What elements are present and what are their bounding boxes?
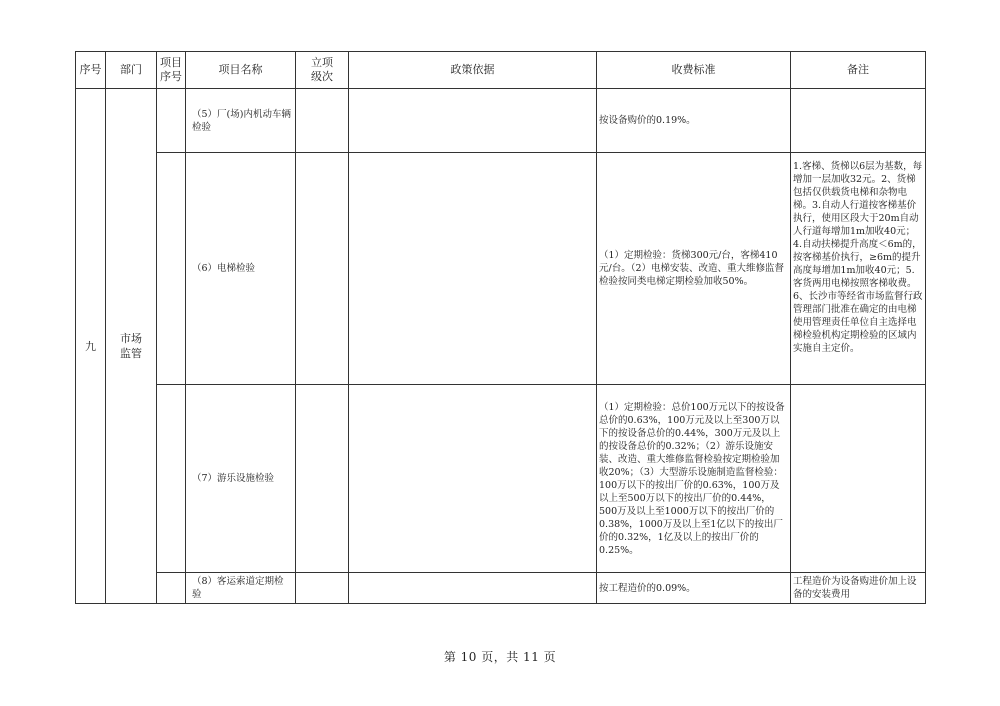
fee-cell: 按工程造价的0.09%。 — [597, 573, 791, 604]
table-row — [76, 153, 926, 385]
group-dept: 市场 监管 — [106, 89, 157, 604]
level-cell — [296, 153, 349, 385]
policy-cell — [349, 385, 597, 573]
level-cell — [296, 573, 349, 604]
fee-standard-table — [75, 51, 926, 604]
policy-cell — [349, 89, 597, 153]
item-no-cell — [157, 385, 186, 573]
item-name-cell: （7）游乐设施检验 — [186, 385, 296, 573]
policy-cell — [349, 153, 597, 385]
table-row — [76, 89, 926, 153]
header-note: 备注 — [791, 52, 926, 89]
note-cell: 工程造价为设备购进价加上设备的安装费用 — [791, 573, 926, 604]
fee-cell: 按设备购价的0.19%。 — [597, 89, 791, 153]
level-cell — [296, 89, 349, 153]
header-row — [76, 52, 926, 89]
item-name-cell: （8）客运索道定期检验 — [186, 573, 296, 604]
header-dept: 部门 — [106, 52, 157, 89]
item-no-cell — [157, 153, 186, 385]
page-number-footer: 第 10 页，共 11 页 — [443, 650, 557, 664]
header-item-no: 项目 序号 — [157, 52, 186, 89]
table-row — [76, 573, 926, 604]
fee-cell: （1）定期检验：货梯300元/台，客梯410元/台。（2）电梯安装、改造、重大维修监督检验按同类电梯定期检验加收50%。 — [597, 153, 791, 385]
group-seq: 九 — [76, 89, 106, 604]
note-text: 1.客梯、货梯以6层为基数，每增加一层加收32元。2、货梯包括仅供载货电梯和杂物电梯。3.自动人行道按客梯基价执行，使用区段大于20m自动人行道每增加1m加收40元；4.自动扶梯提升高度＜6m的，按客梯基价执行，≥6m的提升高度每增加1m加收40元；5.客货两用电梯按照客梯收费。6、长沙市等经省市场监督行政管理部门批准在确定的由电梯使用管理责任单位自主选择电梯检验机构定期检验的区域内实施自主定价。 — [793, 161, 923, 354]
note-cell — [791, 89, 926, 153]
header-item-name: 项目名称 — [186, 52, 296, 89]
note-cell — [791, 385, 926, 573]
level-cell — [296, 385, 349, 573]
policy-cell — [349, 573, 597, 604]
header-seq: 序号 — [76, 52, 106, 89]
header-policy: 政策依据 — [349, 52, 597, 89]
fee-cell: （1）定期检验：总价100万元以下的按设备总价的0.63%，100万元及以上至300万以下的按设备总价的0.44%，300万元及以上的按设备总价的0.32%；（2）游乐设施安装、改造、重大维修监督检验按定期检验加收20%；（3）大型游乐设施制造监督检验：100万以下的按出厂价的0.63%，100万及以上至500万以下的按出厂价的0.44%，500万及以上至1000万以下的按出厂价的0.38%，1000万及以上至1亿以下的按出厂价的0.32%，1亿及以上的按出厂价的0.25%。 — [597, 385, 791, 573]
item-name-cell: （6）电梯检验 — [186, 153, 296, 385]
item-no-cell — [157, 89, 186, 153]
table-row — [76, 385, 926, 573]
header-level: 立项 级次 — [296, 52, 349, 89]
header-fee: 收费标准 — [597, 52, 791, 89]
item-name-cell: （5）厂(场)内机动车辆检验 — [186, 89, 296, 153]
note-cell — [791, 153, 926, 385]
item-no-cell — [157, 573, 186, 604]
